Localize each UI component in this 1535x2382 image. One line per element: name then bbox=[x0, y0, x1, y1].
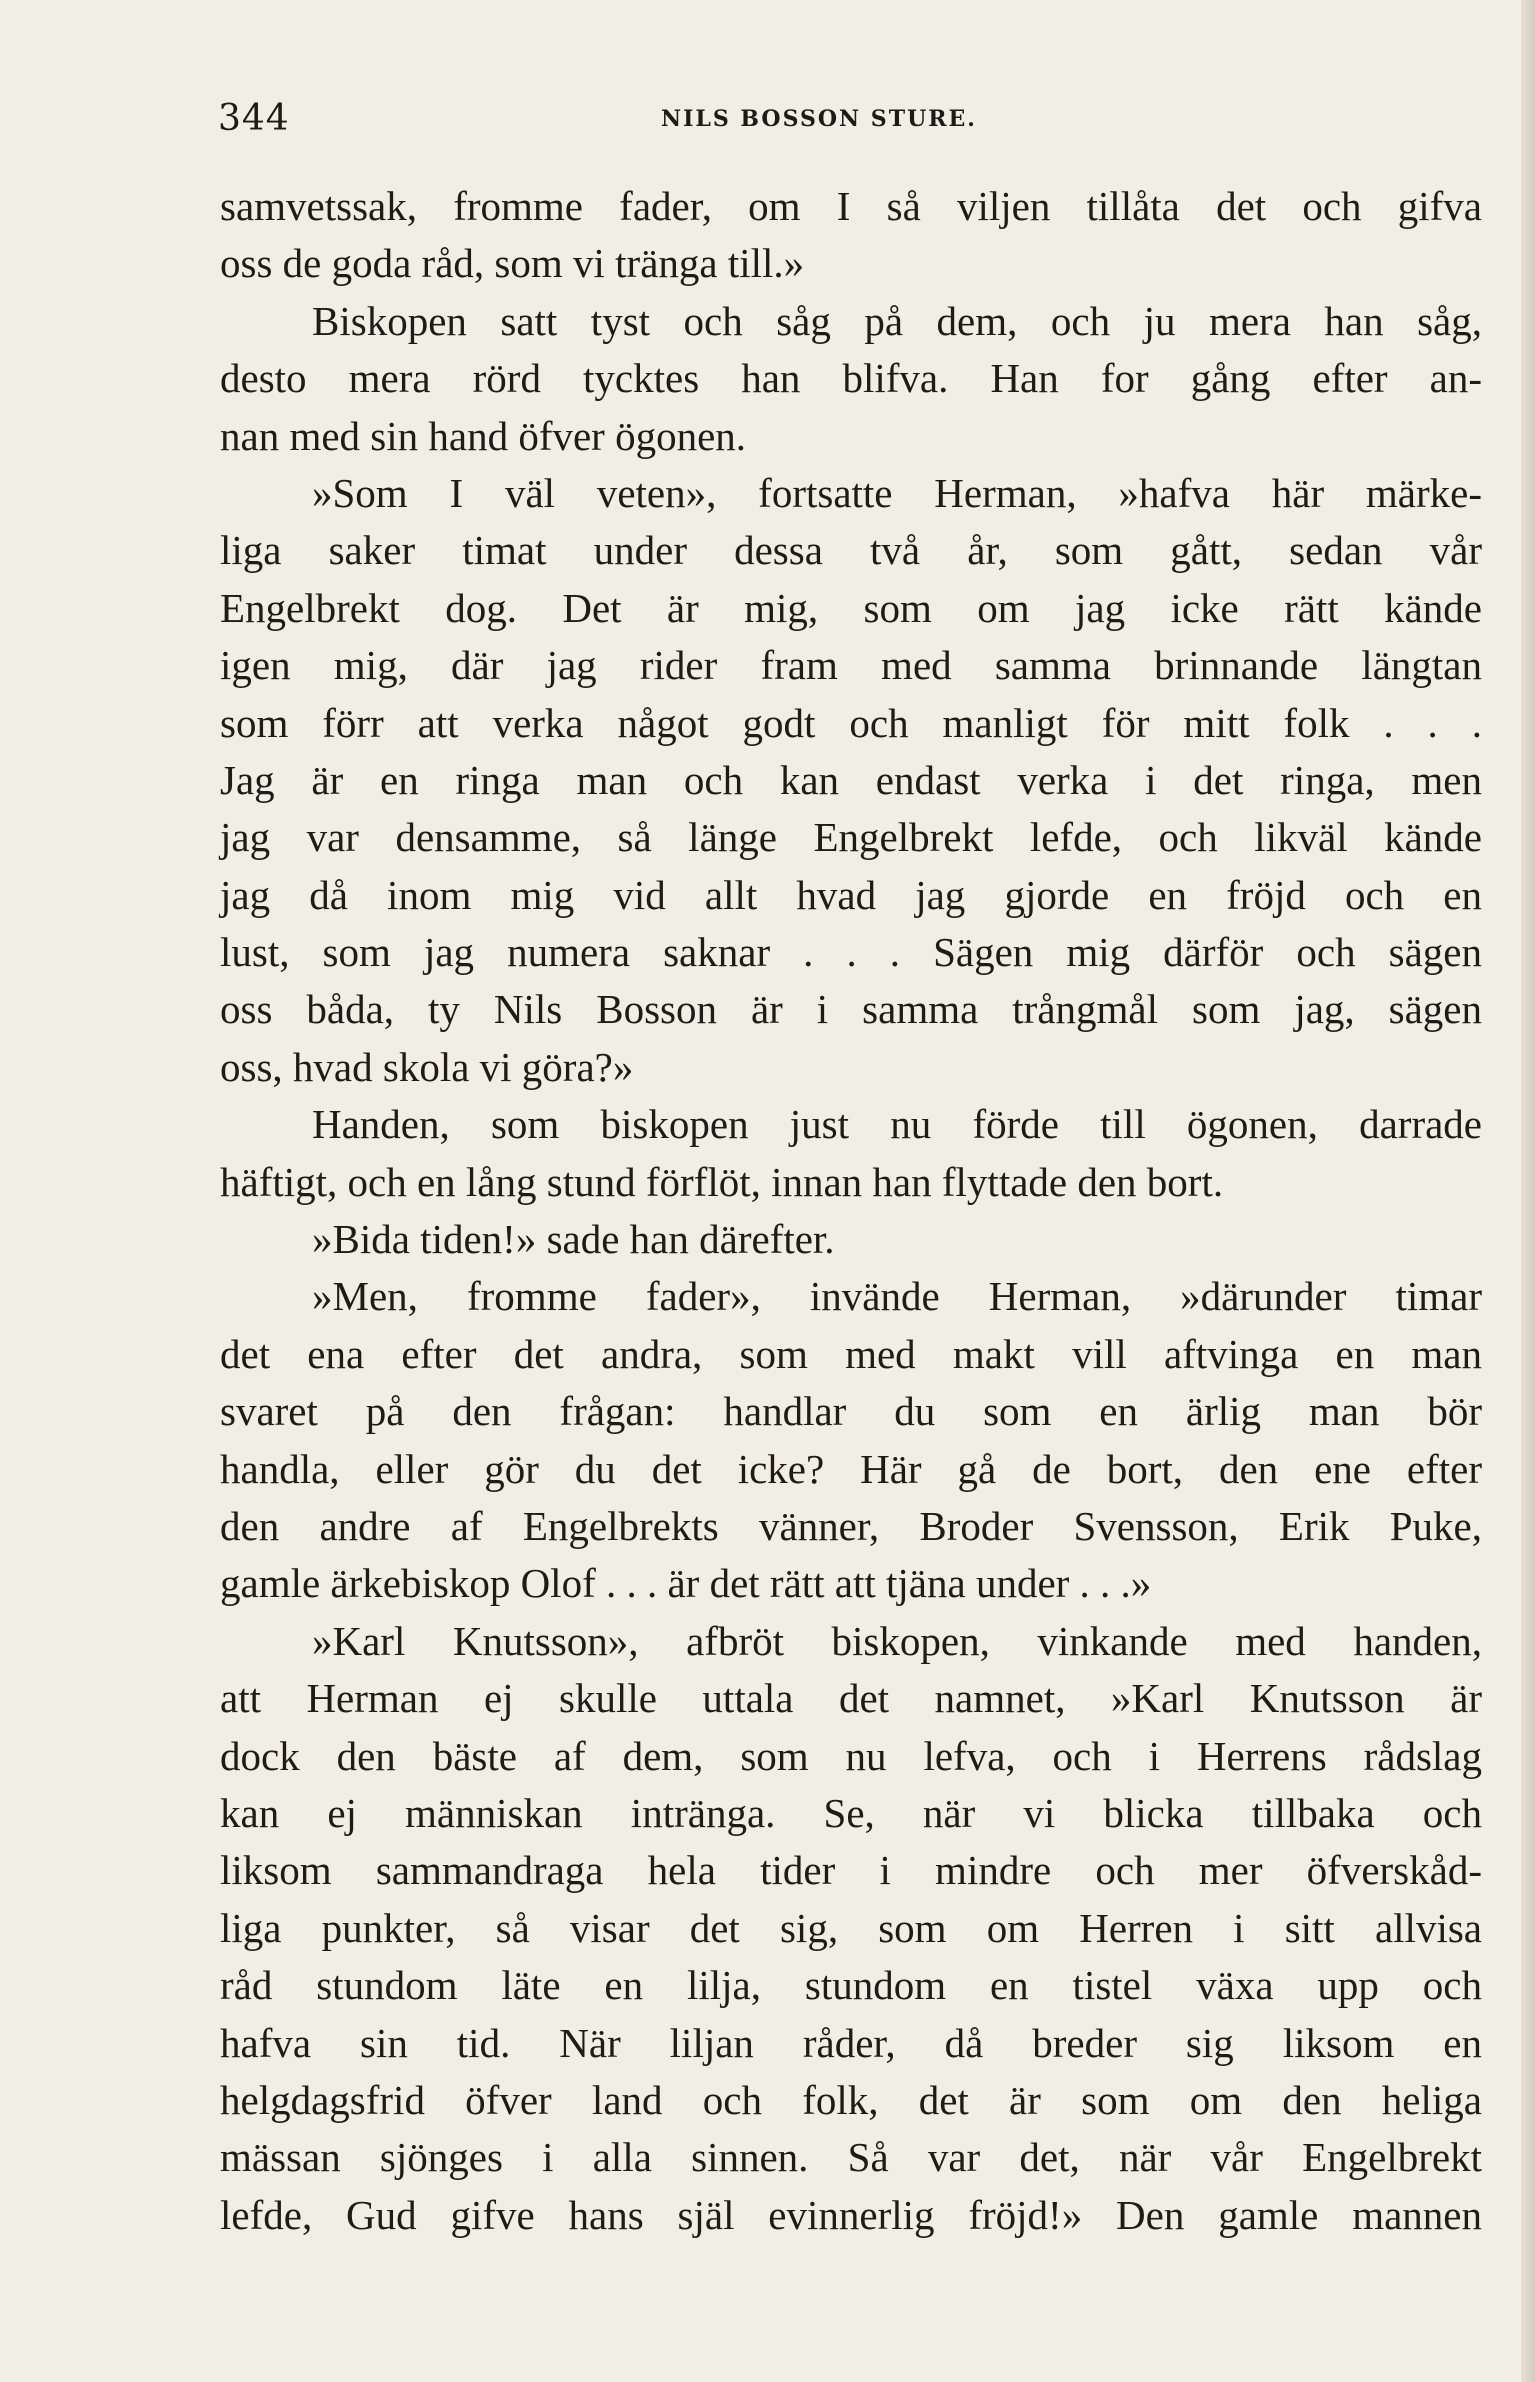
text-line: mässan sjönges i alla sinnen. Så var det, när vår Engelbrekt bbox=[220, 2134, 1482, 2181]
text-line: den andre af Engelbrekts vänner, Broder Svensson, Erik Puke, bbox=[220, 1502, 1482, 1549]
text-line: oss de goda råd, som vi tränga till.» bbox=[220, 240, 805, 287]
text-line: att Herman ej skulle uttala det namnet, »Karl Knutsson är bbox=[220, 1675, 1482, 1722]
text-line: hafva sin tid. När liljan råder, då breder sig liksom en bbox=[220, 2019, 1482, 2066]
text-line: Biskopen satt tyst och såg på dem, och ju mera han såg, bbox=[312, 297, 1482, 344]
text-line: liga saker timat under dessa två år, som gått, sedan vår bbox=[220, 527, 1482, 574]
text-line: Handen, som biskopen just nu förde till ögonen, darrade bbox=[312, 1101, 1482, 1148]
body-text bbox=[220, 178, 1482, 2244]
text-line: råd stundom läte en lilja, stundom en tistel växa upp och bbox=[220, 1962, 1482, 2009]
text-line: samvetssak, fromme fader, om I så viljen tillåta det och gifva bbox=[220, 183, 1482, 229]
text-line: dock den bäste af dem, som nu lefva, och i Herrens rådslag bbox=[220, 1732, 1482, 1779]
text-line: »Men, fromme fader», invände Herman, »därunder timar bbox=[312, 1273, 1482, 1320]
text-line: kan ej människan intränga. Se, när vi blicka tillbaka och bbox=[220, 1789, 1482, 1836]
text-line: svaret på den frågan: handlar du som en ärlig man bör bbox=[220, 1388, 1482, 1435]
running-head: NILS BOSSON STURE. bbox=[661, 106, 977, 132]
text-line: jag då inom mig vid allt hvad jag gjorde en fröjd och en bbox=[220, 871, 1482, 918]
text-line: liksom sammandraga hela tider i mindre och mer öfverskåd- bbox=[220, 1847, 1482, 1894]
text-line: Engelbrekt dog. Det är mig, som om jag icke rätt kände bbox=[220, 584, 1482, 631]
text-line: lust, som jag numera saknar . . . Sägen mig därför och sägen bbox=[220, 929, 1482, 976]
text-line: igen mig, där jag rider fram med samma brinnande längtan bbox=[220, 642, 1482, 689]
text-line: oss båda, ty Nils Bosson är i samma trångmål som jag, sägen bbox=[220, 986, 1482, 1033]
text-line: liga punkter, så visar det sig, som om Herren i sitt allvisa bbox=[220, 1904, 1482, 1951]
text-line: »Karl Knutsson», afbröt biskopen, vinkande med handen, bbox=[312, 1617, 1482, 1664]
text-line: det ena efter det andra, som med makt vill aftvinga en man bbox=[220, 1330, 1482, 1377]
text-line: som förr att verka något godt och manligt för mitt folk . . . bbox=[220, 699, 1482, 746]
text-line: jag var densamme, så länge Engelbrekt lefde, och likväl kände bbox=[220, 814, 1482, 861]
text-line: »Som I väl veten», fortsatte Herman, »hafva här märke- bbox=[312, 469, 1482, 516]
page-number: 344 bbox=[218, 98, 290, 139]
text-line: oss, hvad skola vi göra?» bbox=[220, 1043, 634, 1090]
text-line: Jag är en ringa man och kan endast verka i det ringa, men bbox=[220, 756, 1482, 803]
text-line: handla, eller gör du det icke? Här gå de bort, den ene efter bbox=[220, 1445, 1482, 1492]
text-line: häftigt, och en lång stund förflöt, innan han flyttade den bort. bbox=[220, 1158, 1224, 1205]
page-edge bbox=[1521, 0, 1535, 2382]
text-line: »Bida tiden!» sade han därefter. bbox=[312, 1216, 835, 1263]
text-line: gamle ärkebiskop Olof . . . är det rätt att tjäna under . . .» bbox=[220, 1560, 1152, 1607]
text-line: helgdagsfrid öfver land och folk, det är som om den heliga bbox=[220, 2076, 1482, 2123]
text-line: lefde, Gud gifve hans själ evinnerlig fröjd!» Den gamle mannen bbox=[220, 2191, 1482, 2238]
page-header bbox=[218, 98, 1468, 158]
text-line: nan med sin hand öfver ögonen. bbox=[220, 412, 747, 459]
text-line: desto mera rörd tycktes han blifva. Han for gång efter an- bbox=[220, 355, 1482, 402]
